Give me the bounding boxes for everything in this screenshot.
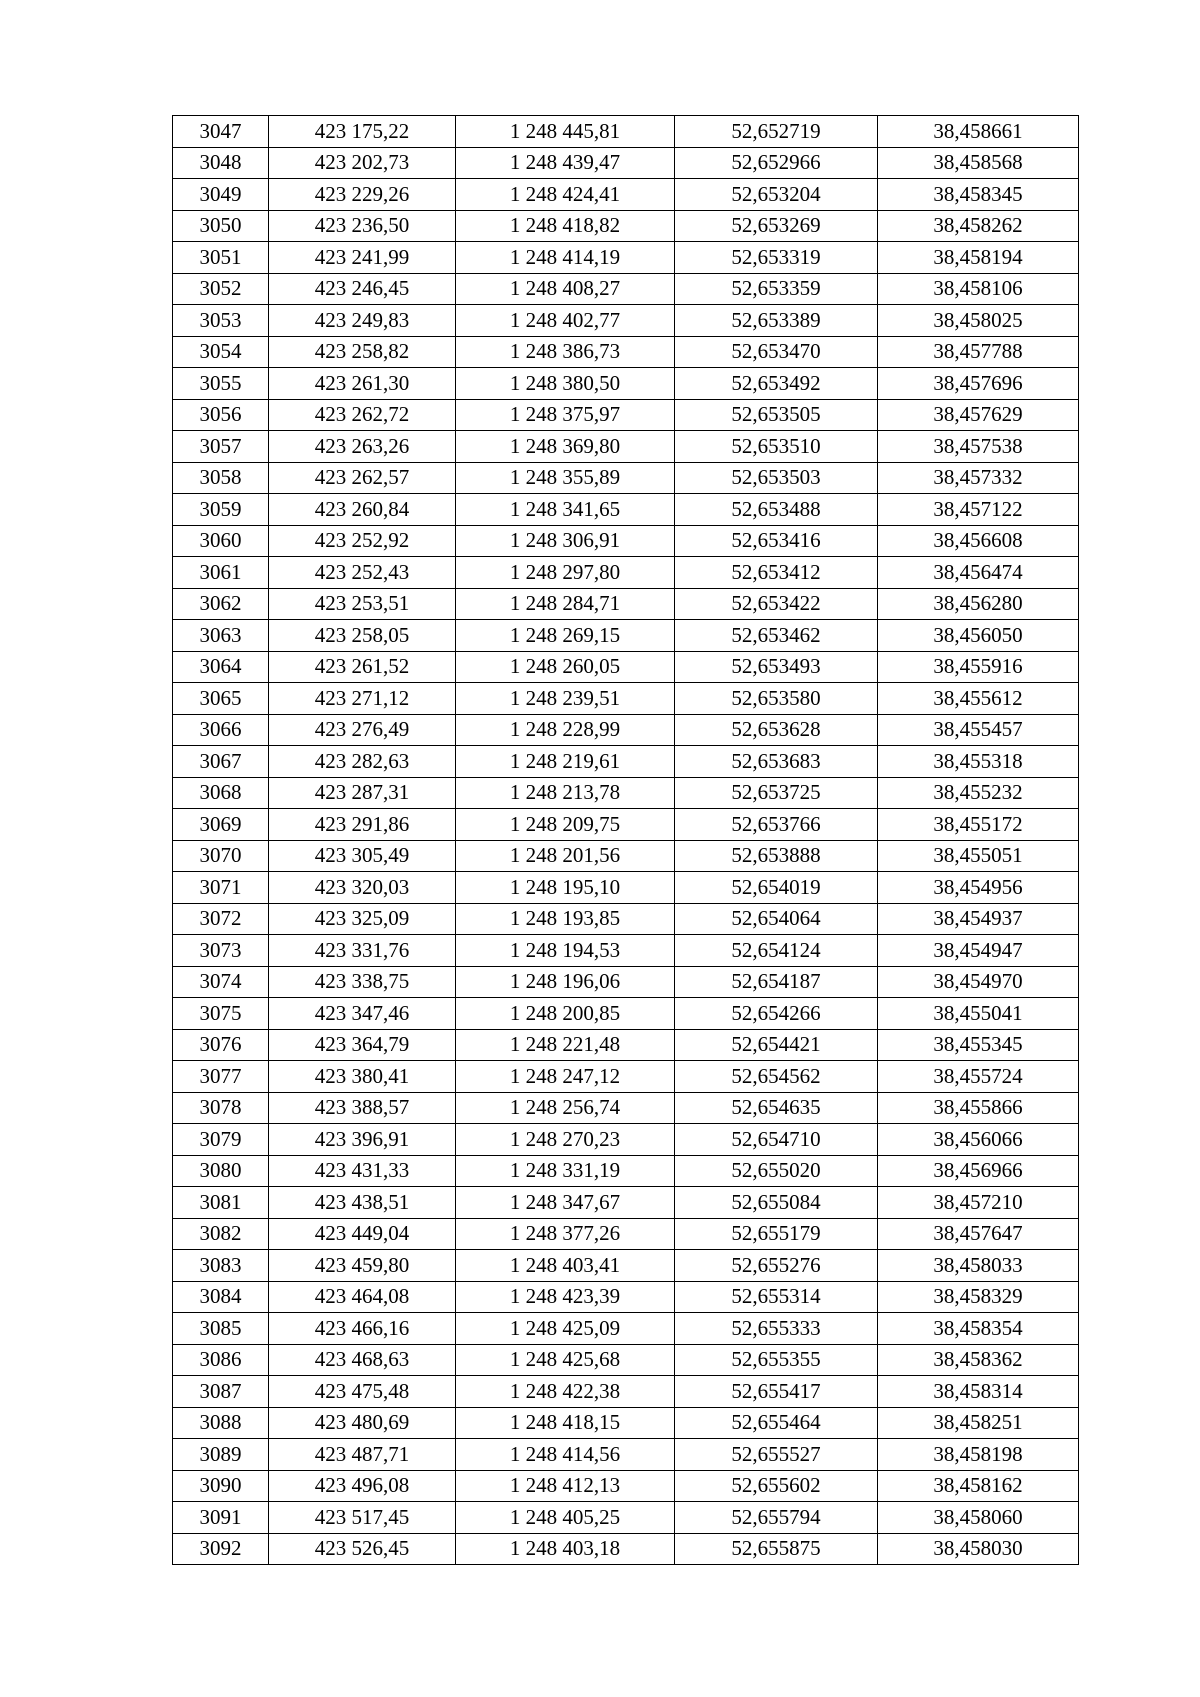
table-row bbox=[173, 557, 1079, 589]
x-coordinate-cell: 423 526,45 bbox=[269, 1533, 456, 1565]
longitude-cell: 38,457332 bbox=[878, 462, 1079, 494]
table-row bbox=[173, 903, 1079, 935]
table-row bbox=[173, 336, 1079, 368]
coordinates-table-body bbox=[173, 116, 1079, 1565]
point-number-cell: 3061 bbox=[173, 557, 269, 589]
longitude-cell: 38,455916 bbox=[878, 651, 1079, 683]
point-number-cell: 3071 bbox=[173, 872, 269, 904]
table-row bbox=[173, 1124, 1079, 1156]
longitude-cell: 38,458194 bbox=[878, 242, 1079, 274]
point-number-cell: 3072 bbox=[173, 903, 269, 935]
point-number-cell: 3070 bbox=[173, 840, 269, 872]
y-coordinate-cell: 1 248 355,89 bbox=[456, 462, 675, 494]
longitude-cell: 38,455457 bbox=[878, 714, 1079, 746]
y-coordinate-cell: 1 248 405,25 bbox=[456, 1502, 675, 1534]
y-coordinate-cell: 1 248 239,51 bbox=[456, 683, 675, 715]
table-row bbox=[173, 116, 1079, 148]
point-number-cell: 3073 bbox=[173, 935, 269, 967]
table-row bbox=[173, 1344, 1079, 1376]
y-coordinate-cell: 1 248 270,23 bbox=[456, 1124, 675, 1156]
point-number-cell: 3086 bbox=[173, 1344, 269, 1376]
point-number-cell: 3088 bbox=[173, 1407, 269, 1439]
point-number-cell: 3056 bbox=[173, 399, 269, 431]
x-coordinate-cell: 423 338,75 bbox=[269, 966, 456, 998]
x-coordinate-cell: 423 475,48 bbox=[269, 1376, 456, 1408]
longitude-cell: 38,458030 bbox=[878, 1533, 1079, 1565]
y-coordinate-cell: 1 248 219,61 bbox=[456, 746, 675, 778]
latitude-cell: 52,655084 bbox=[675, 1187, 878, 1219]
longitude-cell: 38,458362 bbox=[878, 1344, 1079, 1376]
longitude-cell: 38,457538 bbox=[878, 431, 1079, 463]
point-number-cell: 3090 bbox=[173, 1470, 269, 1502]
point-number-cell: 3065 bbox=[173, 683, 269, 715]
table-row bbox=[173, 1470, 1079, 1502]
longitude-cell: 38,457696 bbox=[878, 368, 1079, 400]
latitude-cell: 52,655179 bbox=[675, 1218, 878, 1250]
latitude-cell: 52,653412 bbox=[675, 557, 878, 589]
table-row bbox=[173, 1313, 1079, 1345]
table-row bbox=[173, 998, 1079, 1030]
point-number-cell: 3057 bbox=[173, 431, 269, 463]
table-row bbox=[173, 872, 1079, 904]
latitude-cell: 52,654421 bbox=[675, 1029, 878, 1061]
longitude-cell: 38,457629 bbox=[878, 399, 1079, 431]
point-number-cell: 3069 bbox=[173, 809, 269, 841]
x-coordinate-cell: 423 438,51 bbox=[269, 1187, 456, 1219]
latitude-cell: 52,654635 bbox=[675, 1092, 878, 1124]
point-number-cell: 3080 bbox=[173, 1155, 269, 1187]
x-coordinate-cell: 423 202,73 bbox=[269, 147, 456, 179]
longitude-cell: 38,454956 bbox=[878, 872, 1079, 904]
y-coordinate-cell: 1 248 414,56 bbox=[456, 1439, 675, 1471]
latitude-cell: 52,653766 bbox=[675, 809, 878, 841]
latitude-cell: 52,653422 bbox=[675, 588, 878, 620]
table-row bbox=[173, 368, 1079, 400]
x-coordinate-cell: 423 261,30 bbox=[269, 368, 456, 400]
latitude-cell: 52,653462 bbox=[675, 620, 878, 652]
y-coordinate-cell: 1 248 209,75 bbox=[456, 809, 675, 841]
longitude-cell: 38,458329 bbox=[878, 1281, 1079, 1313]
y-coordinate-cell: 1 248 414,19 bbox=[456, 242, 675, 274]
longitude-cell: 38,455318 bbox=[878, 746, 1079, 778]
latitude-cell: 52,652719 bbox=[675, 116, 878, 148]
point-number-cell: 3092 bbox=[173, 1533, 269, 1565]
x-coordinate-cell: 423 253,51 bbox=[269, 588, 456, 620]
y-coordinate-cell: 1 248 445,81 bbox=[456, 116, 675, 148]
latitude-cell: 52,654562 bbox=[675, 1061, 878, 1093]
y-coordinate-cell: 1 248 200,85 bbox=[456, 998, 675, 1030]
latitude-cell: 52,653628 bbox=[675, 714, 878, 746]
x-coordinate-cell: 423 271,12 bbox=[269, 683, 456, 715]
table-row bbox=[173, 1281, 1079, 1313]
x-coordinate-cell: 423 291,86 bbox=[269, 809, 456, 841]
latitude-cell: 52,653510 bbox=[675, 431, 878, 463]
x-coordinate-cell: 423 229,26 bbox=[269, 179, 456, 211]
latitude-cell: 52,653470 bbox=[675, 336, 878, 368]
latitude-cell: 52,654710 bbox=[675, 1124, 878, 1156]
point-number-cell: 3060 bbox=[173, 525, 269, 557]
longitude-cell: 38,454937 bbox=[878, 903, 1079, 935]
x-coordinate-cell: 423 380,41 bbox=[269, 1061, 456, 1093]
table-row bbox=[173, 210, 1079, 242]
table-row bbox=[173, 525, 1079, 557]
y-coordinate-cell: 1 248 403,18 bbox=[456, 1533, 675, 1565]
longitude-cell: 38,455051 bbox=[878, 840, 1079, 872]
x-coordinate-cell: 423 431,33 bbox=[269, 1155, 456, 1187]
point-number-cell: 3081 bbox=[173, 1187, 269, 1219]
latitude-cell: 52,655602 bbox=[675, 1470, 878, 1502]
table-row bbox=[173, 840, 1079, 872]
longitude-cell: 38,457210 bbox=[878, 1187, 1079, 1219]
y-coordinate-cell: 1 248 347,67 bbox=[456, 1187, 675, 1219]
x-coordinate-cell: 423 464,08 bbox=[269, 1281, 456, 1313]
y-coordinate-cell: 1 248 402,77 bbox=[456, 305, 675, 337]
longitude-cell: 38,457122 bbox=[878, 494, 1079, 526]
y-coordinate-cell: 1 248 439,47 bbox=[456, 147, 675, 179]
x-coordinate-cell: 423 331,76 bbox=[269, 935, 456, 967]
latitude-cell: 52,654124 bbox=[675, 935, 878, 967]
longitude-cell: 38,456608 bbox=[878, 525, 1079, 557]
y-coordinate-cell: 1 248 423,39 bbox=[456, 1281, 675, 1313]
point-number-cell: 3085 bbox=[173, 1313, 269, 1345]
point-number-cell: 3054 bbox=[173, 336, 269, 368]
x-coordinate-cell: 423 449,04 bbox=[269, 1218, 456, 1250]
y-coordinate-cell: 1 248 269,15 bbox=[456, 620, 675, 652]
y-coordinate-cell: 1 248 380,50 bbox=[456, 368, 675, 400]
latitude-cell: 52,652966 bbox=[675, 147, 878, 179]
point-number-cell: 3064 bbox=[173, 651, 269, 683]
point-number-cell: 3050 bbox=[173, 210, 269, 242]
x-coordinate-cell: 423 276,49 bbox=[269, 714, 456, 746]
y-coordinate-cell: 1 248 412,13 bbox=[456, 1470, 675, 1502]
x-coordinate-cell: 423 241,99 bbox=[269, 242, 456, 274]
latitude-cell: 52,655794 bbox=[675, 1502, 878, 1534]
latitude-cell: 52,655020 bbox=[675, 1155, 878, 1187]
longitude-cell: 38,458262 bbox=[878, 210, 1079, 242]
latitude-cell: 52,654064 bbox=[675, 903, 878, 935]
longitude-cell: 38,458345 bbox=[878, 179, 1079, 211]
x-coordinate-cell: 423 249,83 bbox=[269, 305, 456, 337]
x-coordinate-cell: 423 496,08 bbox=[269, 1470, 456, 1502]
x-coordinate-cell: 423 287,31 bbox=[269, 777, 456, 809]
y-coordinate-cell: 1 248 284,71 bbox=[456, 588, 675, 620]
latitude-cell: 52,653492 bbox=[675, 368, 878, 400]
x-coordinate-cell: 423 252,92 bbox=[269, 525, 456, 557]
table-row bbox=[173, 242, 1079, 274]
table-row bbox=[173, 1502, 1079, 1534]
latitude-cell: 52,655527 bbox=[675, 1439, 878, 1471]
table-row bbox=[173, 1407, 1079, 1439]
y-coordinate-cell: 1 248 418,82 bbox=[456, 210, 675, 242]
point-number-cell: 3047 bbox=[173, 116, 269, 148]
longitude-cell: 38,455866 bbox=[878, 1092, 1079, 1124]
x-coordinate-cell: 423 459,80 bbox=[269, 1250, 456, 1282]
longitude-cell: 38,458060 bbox=[878, 1502, 1079, 1534]
longitude-cell: 38,456050 bbox=[878, 620, 1079, 652]
x-coordinate-cell: 423 364,79 bbox=[269, 1029, 456, 1061]
x-coordinate-cell: 423 466,16 bbox=[269, 1313, 456, 1345]
x-coordinate-cell: 423 246,45 bbox=[269, 273, 456, 305]
longitude-cell: 38,455345 bbox=[878, 1029, 1079, 1061]
longitude-cell: 38,458033 bbox=[878, 1250, 1079, 1282]
x-coordinate-cell: 423 252,43 bbox=[269, 557, 456, 589]
y-coordinate-cell: 1 248 386,73 bbox=[456, 336, 675, 368]
table-row bbox=[173, 620, 1079, 652]
latitude-cell: 52,653488 bbox=[675, 494, 878, 526]
longitude-cell: 38,458568 bbox=[878, 147, 1079, 179]
point-number-cell: 3063 bbox=[173, 620, 269, 652]
x-coordinate-cell: 423 261,52 bbox=[269, 651, 456, 683]
y-coordinate-cell: 1 248 331,19 bbox=[456, 1155, 675, 1187]
x-coordinate-cell: 423 262,57 bbox=[269, 462, 456, 494]
latitude-cell: 52,653269 bbox=[675, 210, 878, 242]
table-row bbox=[173, 399, 1079, 431]
latitude-cell: 52,653888 bbox=[675, 840, 878, 872]
y-coordinate-cell: 1 248 260,05 bbox=[456, 651, 675, 683]
x-coordinate-cell: 423 325,09 bbox=[269, 903, 456, 935]
point-number-cell: 3051 bbox=[173, 242, 269, 274]
y-coordinate-cell: 1 248 403,41 bbox=[456, 1250, 675, 1282]
latitude-cell: 52,655875 bbox=[675, 1533, 878, 1565]
y-coordinate-cell: 1 248 228,99 bbox=[456, 714, 675, 746]
latitude-cell: 52,654187 bbox=[675, 966, 878, 998]
latitude-cell: 52,653204 bbox=[675, 179, 878, 211]
x-coordinate-cell: 423 258,82 bbox=[269, 336, 456, 368]
point-number-cell: 3076 bbox=[173, 1029, 269, 1061]
longitude-cell: 38,455041 bbox=[878, 998, 1079, 1030]
table-row bbox=[173, 1250, 1079, 1282]
table-row bbox=[173, 1376, 1079, 1408]
table-row bbox=[173, 809, 1079, 841]
x-coordinate-cell: 423 236,50 bbox=[269, 210, 456, 242]
y-coordinate-cell: 1 248 408,27 bbox=[456, 273, 675, 305]
y-coordinate-cell: 1 248 425,09 bbox=[456, 1313, 675, 1345]
latitude-cell: 52,654266 bbox=[675, 998, 878, 1030]
table-row bbox=[173, 1533, 1079, 1565]
table-row bbox=[173, 1187, 1079, 1219]
point-number-cell: 3052 bbox=[173, 273, 269, 305]
y-coordinate-cell: 1 248 247,12 bbox=[456, 1061, 675, 1093]
point-number-cell: 3082 bbox=[173, 1218, 269, 1250]
y-coordinate-cell: 1 248 422,38 bbox=[456, 1376, 675, 1408]
table-row bbox=[173, 1061, 1079, 1093]
x-coordinate-cell: 423 263,26 bbox=[269, 431, 456, 463]
point-number-cell: 3055 bbox=[173, 368, 269, 400]
latitude-cell: 52,653389 bbox=[675, 305, 878, 337]
x-coordinate-cell: 423 175,22 bbox=[269, 116, 456, 148]
point-number-cell: 3087 bbox=[173, 1376, 269, 1408]
y-coordinate-cell: 1 248 193,85 bbox=[456, 903, 675, 935]
latitude-cell: 52,655355 bbox=[675, 1344, 878, 1376]
point-number-cell: 3062 bbox=[173, 588, 269, 620]
table-row bbox=[173, 305, 1079, 337]
x-coordinate-cell: 423 260,84 bbox=[269, 494, 456, 526]
latitude-cell: 52,653580 bbox=[675, 683, 878, 715]
longitude-cell: 38,454970 bbox=[878, 966, 1079, 998]
longitude-cell: 38,456280 bbox=[878, 588, 1079, 620]
y-coordinate-cell: 1 248 256,74 bbox=[456, 1092, 675, 1124]
longitude-cell: 38,458106 bbox=[878, 273, 1079, 305]
longitude-cell: 38,455232 bbox=[878, 777, 1079, 809]
x-coordinate-cell: 423 396,91 bbox=[269, 1124, 456, 1156]
table-row bbox=[173, 147, 1079, 179]
latitude-cell: 52,653493 bbox=[675, 651, 878, 683]
longitude-cell: 38,455612 bbox=[878, 683, 1079, 715]
longitude-cell: 38,458251 bbox=[878, 1407, 1079, 1439]
point-number-cell: 3066 bbox=[173, 714, 269, 746]
table-row bbox=[173, 746, 1079, 778]
x-coordinate-cell: 423 262,72 bbox=[269, 399, 456, 431]
y-coordinate-cell: 1 248 425,68 bbox=[456, 1344, 675, 1376]
longitude-cell: 38,456966 bbox=[878, 1155, 1079, 1187]
x-coordinate-cell: 423 517,45 bbox=[269, 1502, 456, 1534]
y-coordinate-cell: 1 248 196,06 bbox=[456, 966, 675, 998]
latitude-cell: 52,653505 bbox=[675, 399, 878, 431]
y-coordinate-cell: 1 248 195,10 bbox=[456, 872, 675, 904]
longitude-cell: 38,457788 bbox=[878, 336, 1079, 368]
table-row bbox=[173, 714, 1079, 746]
table-row bbox=[173, 462, 1079, 494]
point-number-cell: 3074 bbox=[173, 966, 269, 998]
table-row bbox=[173, 1218, 1079, 1250]
latitude-cell: 52,653683 bbox=[675, 746, 878, 778]
point-number-cell: 3048 bbox=[173, 147, 269, 179]
table-row bbox=[173, 651, 1079, 683]
longitude-cell: 38,458025 bbox=[878, 305, 1079, 337]
table-row bbox=[173, 494, 1079, 526]
table-row bbox=[173, 777, 1079, 809]
point-number-cell: 3078 bbox=[173, 1092, 269, 1124]
longitude-cell: 38,455172 bbox=[878, 809, 1079, 841]
latitude-cell: 52,655464 bbox=[675, 1407, 878, 1439]
table-row bbox=[173, 966, 1079, 998]
point-number-cell: 3049 bbox=[173, 179, 269, 211]
point-number-cell: 3058 bbox=[173, 462, 269, 494]
y-coordinate-cell: 1 248 377,26 bbox=[456, 1218, 675, 1250]
y-coordinate-cell: 1 248 306,91 bbox=[456, 525, 675, 557]
longitude-cell: 38,456066 bbox=[878, 1124, 1079, 1156]
latitude-cell: 52,655314 bbox=[675, 1281, 878, 1313]
y-coordinate-cell: 1 248 375,97 bbox=[456, 399, 675, 431]
y-coordinate-cell: 1 248 201,56 bbox=[456, 840, 675, 872]
point-number-cell: 3091 bbox=[173, 1502, 269, 1534]
coordinates-table bbox=[172, 115, 1079, 1565]
point-number-cell: 3079 bbox=[173, 1124, 269, 1156]
table-row bbox=[173, 1155, 1079, 1187]
longitude-cell: 38,455724 bbox=[878, 1061, 1079, 1093]
point-number-cell: 3067 bbox=[173, 746, 269, 778]
latitude-cell: 52,653503 bbox=[675, 462, 878, 494]
longitude-cell: 38,458162 bbox=[878, 1470, 1079, 1502]
x-coordinate-cell: 423 320,03 bbox=[269, 872, 456, 904]
latitude-cell: 52,655333 bbox=[675, 1313, 878, 1345]
latitude-cell: 52,655276 bbox=[675, 1250, 878, 1282]
longitude-cell: 38,458314 bbox=[878, 1376, 1079, 1408]
y-coordinate-cell: 1 248 341,65 bbox=[456, 494, 675, 526]
table-row bbox=[173, 1439, 1079, 1471]
x-coordinate-cell: 423 480,69 bbox=[269, 1407, 456, 1439]
longitude-cell: 38,457647 bbox=[878, 1218, 1079, 1250]
table-row bbox=[173, 273, 1079, 305]
longitude-cell: 38,454947 bbox=[878, 935, 1079, 967]
point-number-cell: 3059 bbox=[173, 494, 269, 526]
longitude-cell: 38,458354 bbox=[878, 1313, 1079, 1345]
y-coordinate-cell: 1 248 297,80 bbox=[456, 557, 675, 589]
x-coordinate-cell: 423 305,49 bbox=[269, 840, 456, 872]
latitude-cell: 52,653359 bbox=[675, 273, 878, 305]
table-row bbox=[173, 1029, 1079, 1061]
table-row bbox=[173, 1092, 1079, 1124]
table-row bbox=[173, 683, 1079, 715]
y-coordinate-cell: 1 248 213,78 bbox=[456, 777, 675, 809]
x-coordinate-cell: 423 388,57 bbox=[269, 1092, 456, 1124]
table-row bbox=[173, 431, 1079, 463]
longitude-cell: 38,456474 bbox=[878, 557, 1079, 589]
latitude-cell: 52,653319 bbox=[675, 242, 878, 274]
table-row bbox=[173, 179, 1079, 211]
x-coordinate-cell: 423 258,05 bbox=[269, 620, 456, 652]
latitude-cell: 52,653416 bbox=[675, 525, 878, 557]
y-coordinate-cell: 1 248 418,15 bbox=[456, 1407, 675, 1439]
x-coordinate-cell: 423 282,63 bbox=[269, 746, 456, 778]
y-coordinate-cell: 1 248 424,41 bbox=[456, 179, 675, 211]
point-number-cell: 3077 bbox=[173, 1061, 269, 1093]
longitude-cell: 38,458661 bbox=[878, 116, 1079, 148]
point-number-cell: 3084 bbox=[173, 1281, 269, 1313]
point-number-cell: 3053 bbox=[173, 305, 269, 337]
point-number-cell: 3083 bbox=[173, 1250, 269, 1282]
x-coordinate-cell: 423 468,63 bbox=[269, 1344, 456, 1376]
table-row bbox=[173, 935, 1079, 967]
table-row bbox=[173, 588, 1079, 620]
y-coordinate-cell: 1 248 369,80 bbox=[456, 431, 675, 463]
longitude-cell: 38,458198 bbox=[878, 1439, 1079, 1471]
y-coordinate-cell: 1 248 221,48 bbox=[456, 1029, 675, 1061]
latitude-cell: 52,653725 bbox=[675, 777, 878, 809]
y-coordinate-cell: 1 248 194,53 bbox=[456, 935, 675, 967]
point-number-cell: 3089 bbox=[173, 1439, 269, 1471]
point-number-cell: 3068 bbox=[173, 777, 269, 809]
x-coordinate-cell: 423 347,46 bbox=[269, 998, 456, 1030]
latitude-cell: 52,655417 bbox=[675, 1376, 878, 1408]
latitude-cell: 52,654019 bbox=[675, 872, 878, 904]
point-number-cell: 3075 bbox=[173, 998, 269, 1030]
x-coordinate-cell: 423 487,71 bbox=[269, 1439, 456, 1471]
